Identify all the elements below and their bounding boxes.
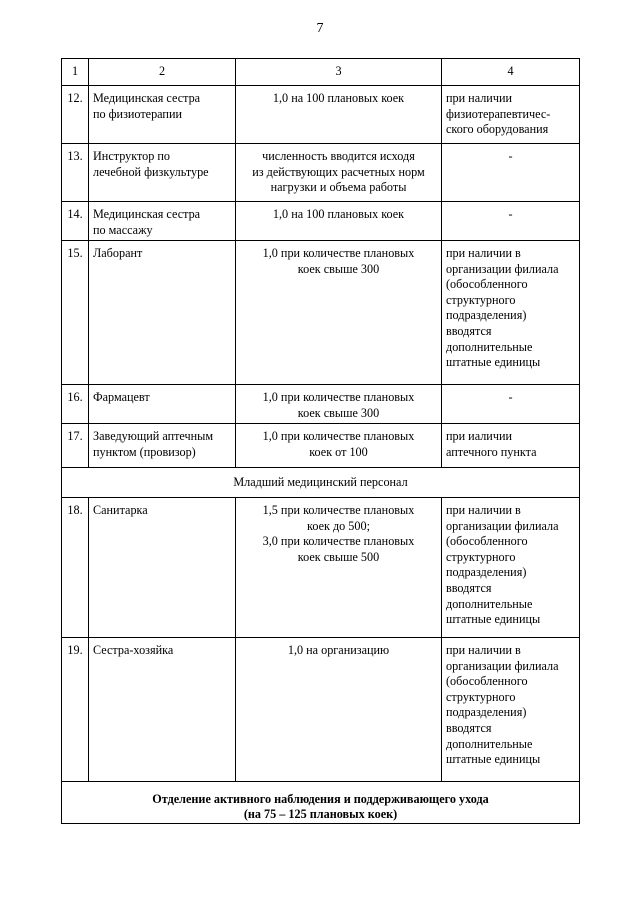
norm-cell-line: коек свыше 300	[297, 405, 380, 420]
section-header-row	[62, 468, 580, 498]
position-cell-line: пунктом (провизор)	[93, 444, 196, 459]
norm-cell	[236, 202, 442, 241]
row-number: 17.	[62, 424, 89, 468]
section-title-line: Отделение активного наблюдения и поддерживающего ухода	[152, 792, 489, 806]
note-cell-line: аптечного пункта	[446, 444, 537, 459]
note-cell-line: (обособленного	[446, 277, 528, 292]
position-cell-line: по массажу	[93, 222, 153, 237]
page-number: 7	[316, 21, 324, 36]
note-cell	[442, 241, 580, 385]
note-cell-line: дополнительные	[446, 736, 533, 751]
note-cell-line: при наличии в	[446, 246, 521, 260]
note-cell-line: -	[508, 207, 513, 221]
table-row	[62, 638, 580, 782]
position-cell	[89, 241, 236, 385]
note-cell-line: подразделения)	[446, 705, 527, 720]
position-cell-line: Санитарка	[93, 503, 148, 517]
note-cell	[442, 144, 580, 202]
position-cell	[89, 144, 236, 202]
note-cell-line: организации филиала	[446, 518, 559, 533]
table-row	[62, 144, 580, 202]
norm-cell	[236, 385, 442, 424]
note-cell-line: штатные единицы	[446, 612, 541, 627]
norm-cell	[236, 498, 442, 638]
note-cell-line: физиотерапевтичес-	[446, 106, 551, 121]
note-cell-line: вводятся	[446, 720, 492, 735]
position-cell-line: Фармацевт	[93, 390, 150, 404]
norm-cell-line: 1,0 при количестве плановых	[262, 390, 415, 404]
norm-cell	[236, 86, 442, 144]
note-cell-line: организации филиала	[446, 261, 559, 276]
table-row	[62, 86, 580, 144]
note-cell	[442, 424, 580, 468]
note-cell-line: штатные единицы	[446, 752, 541, 767]
position-cell	[89, 498, 236, 638]
note-cell-line: (обособленного	[446, 534, 528, 549]
row-number: 15.	[62, 241, 89, 385]
table-row	[62, 202, 580, 241]
norm-cell-line: 1,0 на 100 плановых коек	[272, 91, 405, 105]
norm-cell-line: нагрузки и объема работы	[270, 180, 407, 195]
position-cell-line: Лаборант	[93, 246, 143, 260]
table-row	[62, 385, 580, 424]
note-cell-line: ского оборудования	[446, 122, 549, 137]
row-number: 18.	[62, 498, 89, 638]
header-cell-norm: 3	[236, 59, 442, 86]
section-title-active-observation	[62, 782, 580, 824]
note-cell-line: дополнительные	[446, 596, 533, 611]
norm-cell-line: коек свыше 500	[297, 549, 380, 564]
row-number: 13.	[62, 144, 89, 202]
note-cell	[442, 638, 580, 782]
norm-cell-line: коек до 500;	[307, 518, 370, 533]
position-cell	[89, 424, 236, 468]
row-number: 14.	[62, 202, 89, 241]
norm-cell-line: 1,0 на 100 плановых коек	[272, 207, 405, 221]
position-cell	[89, 86, 236, 144]
row-number: 16.	[62, 385, 89, 424]
norm-cell-line: из действующих расчетных норм	[252, 164, 425, 179]
note-cell-line: вводятся	[446, 580, 492, 595]
norm-cell	[236, 144, 442, 202]
note-cell-line: штатные единицы	[446, 355, 541, 370]
norm-cell-line: численность вводится исходя	[262, 149, 415, 163]
table-header-row	[62, 59, 580, 86]
position-cell	[89, 638, 236, 782]
norm-cell-line: 1,5 при количестве плановых	[262, 503, 415, 517]
note-cell-line: подразделения)	[446, 308, 527, 323]
section-header-row	[62, 782, 580, 824]
staffing-table	[61, 58, 580, 824]
note-cell-line: дополнительные	[446, 339, 533, 354]
note-cell-line: при иаличии	[446, 429, 513, 443]
section-title-line: (на 75 – 125 плановых коек)	[243, 807, 398, 822]
position-cell-line: Медицинская сестра	[93, 91, 201, 105]
note-cell-line: при наличии	[446, 91, 513, 105]
note-cell-line: подразделения)	[446, 565, 527, 580]
note-cell	[442, 86, 580, 144]
note-cell-line: структурного	[446, 549, 516, 564]
note-cell-line: -	[508, 149, 513, 163]
norm-cell	[236, 241, 442, 385]
note-cell	[442, 202, 580, 241]
note-cell-line: -	[508, 390, 513, 404]
position-cell-line: Заведующий аптечным	[93, 429, 214, 443]
note-cell-line: организации филиала	[446, 658, 559, 673]
norm-cell-line: коек от 100	[309, 444, 368, 459]
note-cell-line: при наличии в	[446, 503, 521, 517]
norm-cell-line: 3,0 при количестве плановых	[262, 534, 415, 549]
position-cell-line: Сестра-хозяйка	[93, 643, 174, 657]
table-row	[62, 498, 580, 638]
norm-cell-line: 1,0 при количестве плановых	[262, 429, 415, 443]
note-cell-line: структурного	[446, 292, 516, 307]
header-cell-num: 1	[62, 59, 89, 86]
note-cell-line: структурного	[446, 689, 516, 704]
position-cell-line: по физиотерапии	[93, 106, 182, 121]
note-cell	[442, 385, 580, 424]
position-cell-line: лечебной физкультуре	[93, 164, 209, 179]
note-cell-line: вводятся	[446, 323, 492, 338]
norm-cell	[236, 638, 442, 782]
row-number: 12.	[62, 86, 89, 144]
norm-cell-line: 1,0 при количестве плановых	[262, 246, 415, 260]
table-row	[62, 424, 580, 468]
header-cell-note: 4	[442, 59, 580, 86]
position-cell	[89, 202, 236, 241]
row-number: 19.	[62, 638, 89, 782]
position-cell-line: Медицинская сестра	[93, 207, 201, 221]
section-title-junior-staff: Младший медицинский персонал	[62, 468, 580, 498]
norm-cell	[236, 424, 442, 468]
norm-cell-line: 1,0 на организацию	[287, 643, 390, 657]
table-row	[62, 241, 580, 385]
note-cell-line: (обособленного	[446, 674, 528, 689]
note-cell-line: при наличии в	[446, 643, 521, 657]
header-cell-position: 2	[89, 59, 236, 86]
position-cell	[89, 385, 236, 424]
position-cell-line: Инструктор по	[93, 149, 171, 163]
norm-cell-line: коек свыше 300	[297, 261, 380, 276]
note-cell	[442, 498, 580, 638]
